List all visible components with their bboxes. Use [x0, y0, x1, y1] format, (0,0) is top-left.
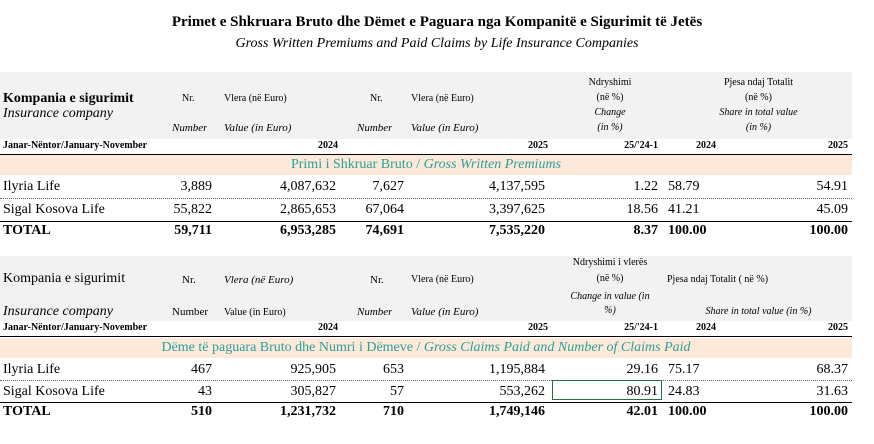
change-header-sq: Ndryshimi — [588, 77, 632, 88]
share-2024: 75.17 — [668, 362, 700, 377]
year-2025: 2025 — [528, 140, 548, 151]
nr-header-2024: Nr. — [182, 93, 195, 104]
change-value: 80.91 — [626, 384, 658, 399]
table-row — [0, 176, 852, 199]
total-value-2025: 1,749,146 — [489, 404, 545, 419]
change-value: 1.22 — [633, 179, 658, 194]
number-2024: 43 — [198, 384, 212, 399]
value-en-header-2025: Value (in Euro) — [411, 122, 479, 134]
share-header-en: Share in total value (in %) — [705, 306, 812, 317]
year-2024: 2024 — [318, 140, 338, 151]
value-2024: 925,905 — [290, 362, 336, 377]
value-2025: 1,195,884 — [489, 362, 545, 377]
band-label-en: Gross Written Premiums — [423, 157, 562, 172]
share-year-2025: 2025 — [828, 140, 848, 151]
total-label: TOTAL — [3, 223, 51, 238]
number-header-2025: Number — [357, 122, 393, 134]
change-period: 25/'24-1 — [624, 322, 658, 333]
change-header-sq-unit: (në %) — [596, 92, 624, 103]
total-share-2025: 100.00 — [809, 404, 848, 419]
table-header — [0, 72, 852, 139]
company-header-en: Insurance company — [3, 304, 114, 319]
change-period: 25/'24-1 — [624, 140, 658, 151]
change-header-sq: Ndryshimi i vlerës — [572, 257, 648, 268]
share-year-2025: 2025 — [828, 322, 848, 333]
value-header-2025: Vlera (në Euro) — [411, 93, 474, 104]
value-en-header-2024: Value (in Euro) — [224, 307, 286, 318]
nr-header-2025: Nr. — [370, 274, 384, 286]
company-name: Sigal Kosova Life — [3, 384, 105, 399]
change-value: 18.56 — [626, 202, 658, 217]
change-value: 29.16 — [626, 362, 658, 377]
value-en-header-2024: Value (in Euro) — [224, 122, 292, 134]
number-2025: 653 — [383, 362, 404, 377]
share-header-en: Share in total value — [719, 107, 798, 118]
table-header — [0, 256, 852, 321]
total-share-2024: 100.00 — [668, 223, 707, 238]
change-header-en: Change in value (in — [570, 291, 650, 302]
value-header-2024: Vlera (në Euro) — [224, 274, 294, 286]
total-number-2024: 59,711 — [174, 223, 212, 238]
band-label-sq: Dëme të paguara Bruto dhe Numri i Dëmeve — [161, 340, 413, 355]
section-band — [0, 338, 852, 358]
year-2025: 2025 — [528, 322, 548, 333]
total-value-2024: 6,953,285 — [280, 223, 336, 238]
value-header-2025: Vlera (në Euro) — [411, 274, 474, 285]
band-separator: / — [412, 340, 424, 355]
number-header-2024: Number — [172, 306, 209, 318]
share-year-2024: 2024 — [696, 322, 716, 333]
company-header-sq: Kompania e sigurimit — [3, 271, 126, 286]
total-number-2024: 510 — [191, 404, 212, 419]
value-header-2024: Vlera (në Euro) — [224, 93, 287, 104]
total-change: 8.37 — [633, 223, 658, 238]
total-change: 42.01 — [626, 404, 658, 419]
nr-header-2025: Nr. — [370, 93, 383, 104]
share-header-sq: Pjesa ndaj Totalit ( në %) — [667, 274, 769, 285]
change-header-sq-unit: (në %) — [596, 273, 624, 284]
share-2024: 24.83 — [668, 384, 700, 399]
period-label: Janar-Nëntor/January-November — [3, 140, 148, 151]
band-separator: / — [412, 157, 424, 172]
change-header-en-unit: %) — [604, 305, 616, 316]
company-header-en: Insurance company — [3, 106, 114, 121]
share-year-2024: 2024 — [696, 140, 716, 151]
section-band — [0, 155, 852, 175]
total-row — [0, 402, 852, 422]
period-row — [0, 321, 852, 337]
total-value-2025: 7,535,220 — [489, 223, 545, 238]
number-2024: 55,822 — [173, 202, 212, 217]
value-2025: 553,262 — [499, 384, 545, 399]
total-share-2024: 100.00 — [668, 404, 707, 419]
period-label: Janar-Nëntor/January-November — [3, 322, 148, 333]
period-row — [0, 139, 852, 155]
number-header-2024: Number — [172, 122, 208, 134]
table-row — [0, 359, 852, 381]
band-label-en: Gross Claims Paid and Number of Claims Paid — [423, 340, 691, 355]
total-row — [0, 221, 852, 241]
table-row — [0, 380, 852, 403]
share-header-en-unit: (in %) — [745, 122, 772, 133]
share-2024: 58.79 — [668, 179, 700, 194]
title-albanian: Primet e Shkruara Bruto dhe Dëmet e Paguara nga Kompanitë e Sigurimit të Jetës — [171, 14, 703, 30]
table-row — [0, 198, 852, 222]
value-2024: 305,827 — [290, 384, 336, 399]
nr-header-2024: Nr. — [182, 274, 196, 286]
share-header-sq-unit: (në %) — [745, 92, 772, 103]
change-header-en-unit: (in %) — [597, 122, 623, 133]
total-share-2025: 100.00 — [809, 223, 848, 238]
band-label-sq: Primi i Shkruar Bruto — [290, 157, 413, 172]
value-2025: 3,397,625 — [489, 202, 545, 217]
share-2025: 45.09 — [816, 202, 848, 217]
number-2025: 67,064 — [365, 202, 404, 217]
number-2024: 3,889 — [180, 179, 212, 194]
value-2025: 4,137,595 — [489, 179, 545, 194]
share-2025: 31.63 — [816, 384, 848, 399]
title-english: Gross Written Premiums and Paid Claims by Life Insurance Companies — [235, 36, 639, 51]
share-2025: 68.37 — [816, 362, 848, 377]
company-name: Sigal Kosova Life — [3, 202, 105, 217]
company-header-sq: Kompania e sigurimit — [3, 91, 134, 106]
year-2024: 2024 — [318, 322, 338, 333]
value-2024: 4,087,632 — [280, 179, 336, 194]
number-2024: 467 — [191, 362, 212, 377]
total-label: TOTAL — [3, 404, 51, 419]
total-number-2025: 710 — [383, 404, 404, 419]
total-value-2024: 1,231,732 — [280, 404, 336, 419]
number-2025: 7,627 — [372, 179, 404, 194]
share-2024: 41.21 — [668, 202, 700, 217]
share-2025: 54.91 — [816, 179, 848, 194]
number-2025: 57 — [390, 384, 404, 399]
share-header-sq: Pjesa ndaj Totalit — [723, 77, 794, 88]
value-2024: 2,865,653 — [280, 202, 336, 217]
total-number-2025: 74,691 — [365, 223, 404, 238]
value-en-header-2025: Value (in Euro) — [411, 306, 479, 318]
company-name: Ilyria Life — [3, 362, 61, 377]
company-name: Ilyria Life — [3, 179, 61, 194]
number-header-2025: Number — [357, 306, 393, 318]
change-header-en: Change — [594, 107, 626, 118]
